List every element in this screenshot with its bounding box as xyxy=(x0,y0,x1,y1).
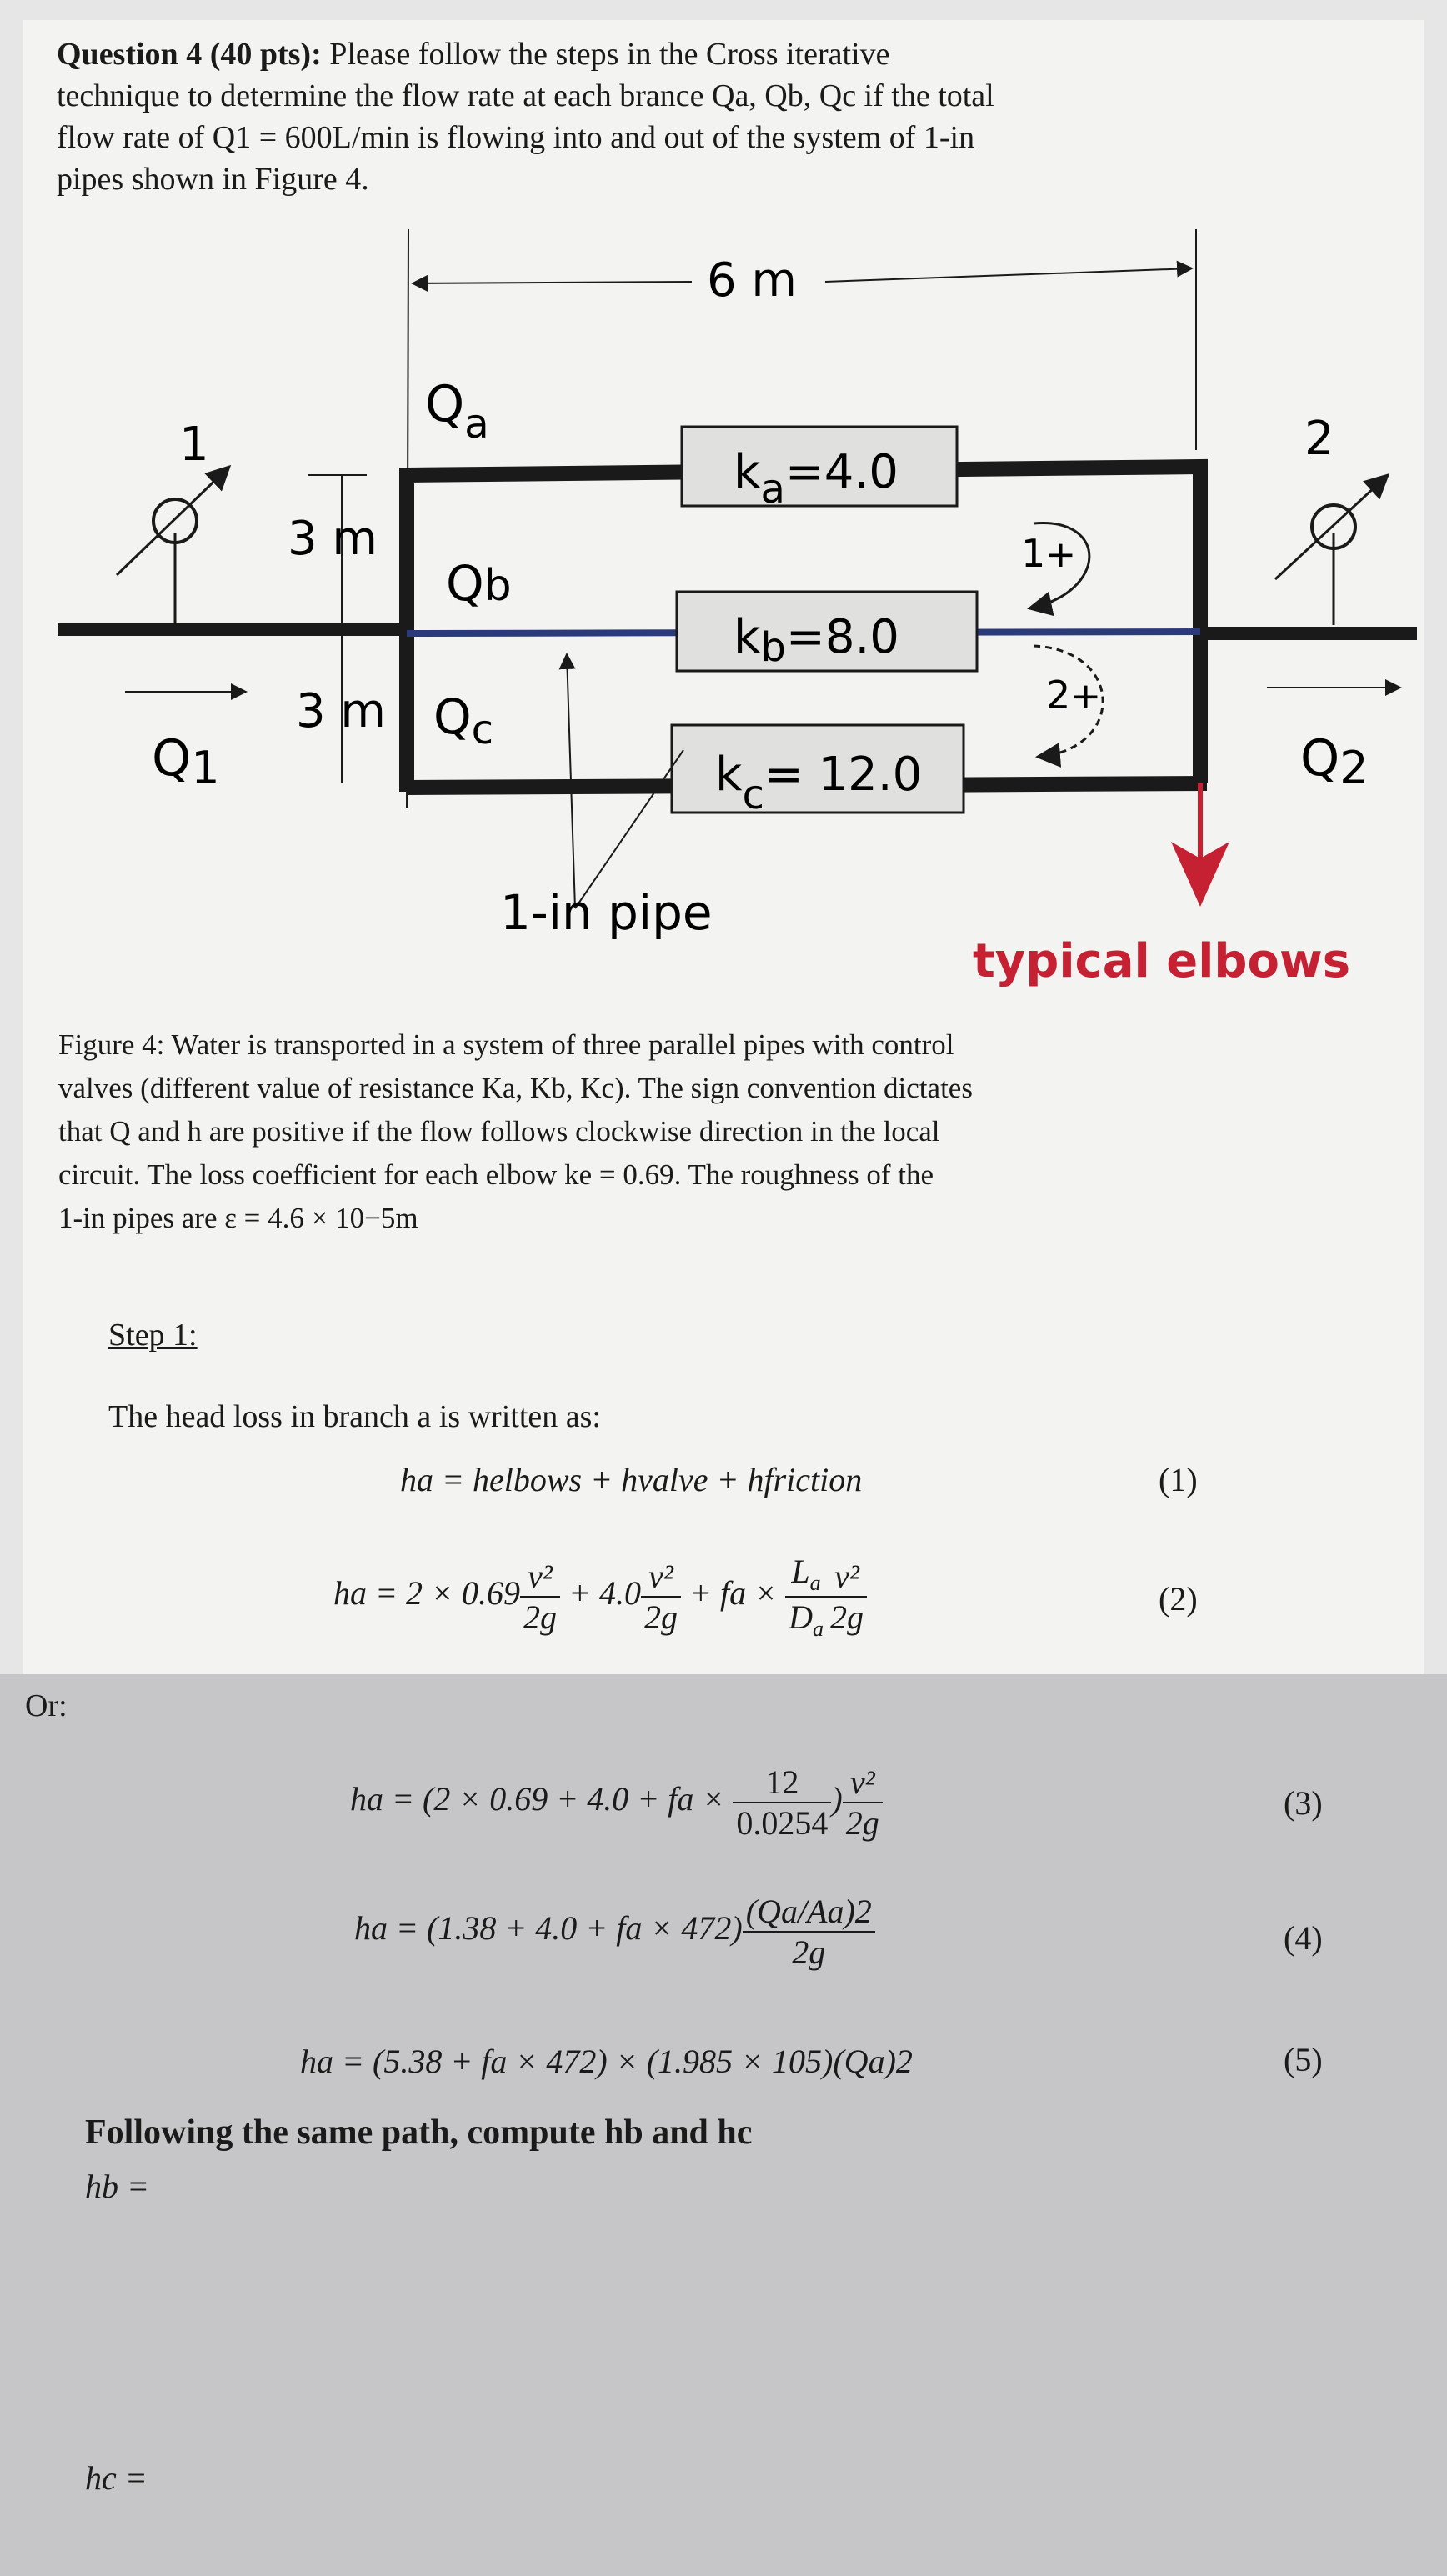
valve-b-value: =8.0 xyxy=(785,610,899,664)
equation-2-number: (2) xyxy=(1159,1580,1198,1618)
pipe-network-figure xyxy=(0,200,1447,1000)
follow-instruction: Following the same path, compute hb and hc xyxy=(85,2113,753,2152)
label-Q2: Q2 xyxy=(1300,729,1369,794)
eq2-frac-2: $\frac{\text{v²}}{2g}$ xyxy=(641,1557,681,1637)
caption-line-4: circuit. The loss coefficient for each elbow ke = 0.69. The roughness of the xyxy=(58,1158,934,1191)
eq2-tail: + fa × xyxy=(688,1574,778,1613)
label-Qa: $Q_a$ xyxy=(425,375,489,448)
eq4-den: 2g xyxy=(792,1933,826,1971)
dim-arrow-right xyxy=(825,268,1192,282)
equation-3-number: (3) xyxy=(1284,1784,1323,1822)
label-Qb: Qb xyxy=(446,555,512,612)
valve-b-sub: b xyxy=(760,624,786,671)
gauge-1-label: 1 xyxy=(179,418,209,472)
equation-1: ha = helbows + hvalve + hfriction xyxy=(400,1461,863,1498)
dim-3m-bottom: 3 m xyxy=(296,684,386,738)
valve-a-value: =4.0 xyxy=(784,445,899,499)
gauge-2-label: 2 xyxy=(1304,412,1334,466)
question-line-2: technique to determine the flow rate at each brance Qa, Qb, Qc if the total xyxy=(57,78,994,113)
equation-4-number: (4) xyxy=(1284,1919,1323,1957)
valve-b-label xyxy=(734,610,899,671)
valve-a-k: k xyxy=(734,445,761,499)
hc-answer-label: hc = xyxy=(85,2459,148,2497)
eq3-frac-velocity: $\frac{\text{v²}}{2g}$ xyxy=(843,1763,883,1843)
question-line-3: flow rate of Q1 = 600L/min is flowing into and out of the system of 1-in xyxy=(57,120,975,155)
hb-answer-label: hb = xyxy=(85,2168,149,2205)
gauge-2-needle xyxy=(1275,475,1388,579)
label-Q1: Q1 xyxy=(152,729,220,794)
dim-3m-top: 3 m xyxy=(288,512,378,566)
eq4-frac xyxy=(743,1892,875,1972)
equation-2 xyxy=(333,1552,867,1642)
equation-5: ha = (5.38 + fa × 472) × (1.985 × 105)(Qa)2 xyxy=(300,2043,913,2080)
caption-line-3: that Q and h are positive if the flow follows clockwise direction in the local xyxy=(58,1115,940,1148)
valve-a-sub: a xyxy=(760,466,785,513)
eq3-num: 12 xyxy=(733,1763,831,1803)
loop-1-label: 1+ xyxy=(1021,531,1077,576)
caption-line-2: valves (different value of resistance Ka, Kb, Kc). The sign convention dictates xyxy=(58,1072,973,1104)
valve-c-k: k xyxy=(715,748,743,802)
caption-line-5: 1-in pipes are ε = 4.6 × 10−5m xyxy=(58,1202,418,1234)
pipe-label: 1-in pipe xyxy=(500,884,713,941)
question-title: Question 4 (40 pts): xyxy=(57,37,322,72)
equation-5-number: (5) xyxy=(1284,2041,1323,2078)
or-label: Or: xyxy=(25,1688,68,1723)
elbow-label: typical elbows xyxy=(973,934,1351,988)
loop-2-label: 2+ xyxy=(1046,673,1102,718)
question-line-1: Please follow the steps in the Cross iterative xyxy=(329,37,890,72)
eq2-frac-4: $\frac{\text{v²}}{2g}$ xyxy=(827,1557,867,1637)
eq2-frac-3: $\frac{L_a}{D_a}$ xyxy=(785,1552,827,1642)
question-line-4: pipes shown in Figure 4. xyxy=(57,162,369,197)
equation-1-number: (1) xyxy=(1159,1461,1198,1498)
label-Qc: $Q_c$ xyxy=(433,688,494,753)
eq2-frac-1: $\frac{\text{v²}}{2g}$ xyxy=(520,1557,560,1637)
valve-c-sub: c xyxy=(742,772,764,818)
question-text xyxy=(57,33,1190,200)
eq2-mid: + 4.0 xyxy=(568,1574,641,1613)
eq4-lhs: ha = (1.38 + 4.0 + fa × 472) xyxy=(354,1909,743,1948)
eq3-den: 0.0254 xyxy=(736,1804,829,1842)
gauge-1-needle xyxy=(117,467,229,575)
valve-b-k: k xyxy=(734,610,761,664)
dim-6m: 6 m xyxy=(707,253,797,308)
equation-4 xyxy=(354,1892,875,1972)
dim-arrow-left xyxy=(413,282,692,283)
equation-3: ha = (2 × 0.69 + 4.0 + fa × $\frac{12}{0.0254}$ ) $\frac{\text{v²}}{2g}$ xyxy=(350,1763,883,1843)
eq3-frac-length xyxy=(733,1763,831,1843)
caption-line-1: Figure 4: Water is transported in a system of three parallel pipes with control xyxy=(58,1028,954,1061)
figure-caption xyxy=(58,1023,1242,1240)
eq4-num: (Qa/Aa)2 xyxy=(743,1892,875,1933)
eq2-lhs: ha = 2 × 0.69 xyxy=(333,1574,520,1613)
eq3-lhs: ha = (2 × 0.69 + 4.0 + fa × xyxy=(350,1780,725,1818)
valve-c-value: = 12.0 xyxy=(764,748,923,802)
step1-intro: The head loss in branch a is written as: xyxy=(108,1399,601,1434)
step1-heading: Step 1: xyxy=(108,1318,198,1353)
